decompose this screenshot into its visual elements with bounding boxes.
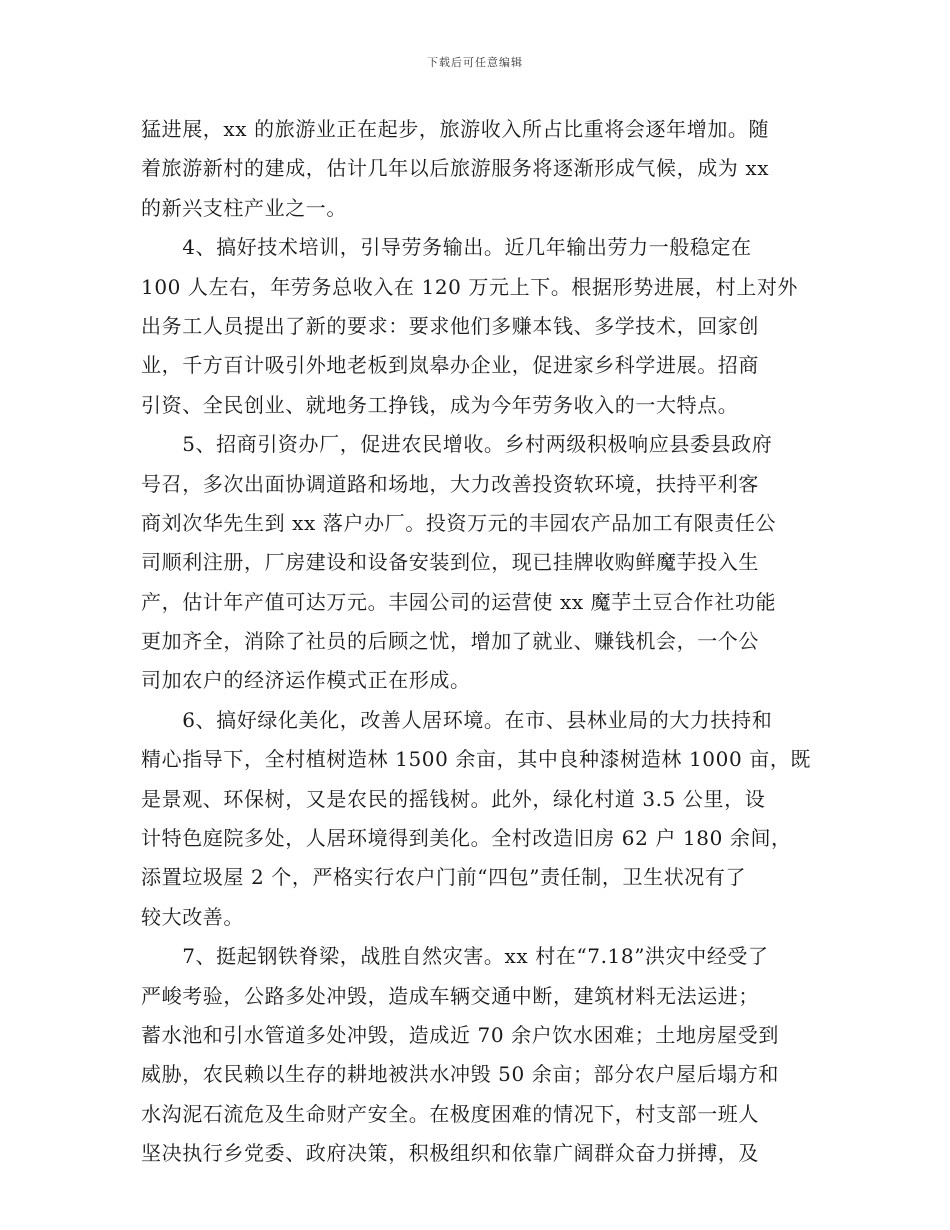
text-line: 蓄水池和引水管道多处冲毁，造成近 70 余户饮水困难；土地房屋受到 [141,1022,779,1047]
text-line: 更加齐全，消除了社员的后顾之忧，增加了就业、赚钱机会，一个公 [141,629,759,654]
text-line: 4、搞好技术培训，引导劳务输出。近几年输出劳力一般稳定在 [141,235,752,260]
text-line: 号召，多次出面协调道路和场地，大力改善投资软环境，扶持平利客 [141,471,759,496]
text-line: 精心指导下，全村植树造林 1500 余亩，其中良种漆树造林 1000 亩，既 [141,747,812,772]
text-line: 计特色庭院多处，人居环境得到美化。全村改造旧房 62 户 180 余间， [141,826,792,851]
text-line: 6、搞好绿化美化，改善人居环境。在市、县林业局的大力扶持和 [141,707,773,732]
text-line: 着旅游新村的建成，估计几年以后旅游服务将逐渐形成气候，成为 xx [141,156,770,181]
text-line: 猛进展，xx 的旅游业正在起步，旅游收入所占比重将会逐年增加。随 [141,117,770,141]
text-line: 产，估计年产值可达万元。丰园公司的运营使 xx 魔芋土豆合作社功能 [141,589,777,614]
text-line: 坚决执行乡党委、政府决策，积极组织和依靠广阔群众奋力拼搏，及 [141,1141,759,1166]
text-line: 威胁，农民赖以生存的耕地被洪水冲毁 50 余亩；部分农户屋后塌方和 [141,1062,779,1087]
text-line: 5、招商引资办厂，促进农民增收。乡村两级积极响应县委县政府 [141,432,773,457]
text-line: 业，千方百计吸引外地老板到岚皋办企业，促进家乡科学进展。招商 [141,353,759,378]
text-line: 水沟泥石流危及生命财产安全。在极度困难的情况下，村支部一班人 [141,1101,759,1126]
text-line: 引资、全民创业、就地务工挣钱，成为今年劳务收入的一大特点。 [141,392,739,417]
text-line: 商刘次华先生到 xx 落户办厂。投资万元的丰园农产品加工有限责任公 [141,510,777,535]
text-line: 司加农户的经济运作模式正在形成。 [141,668,471,693]
text-line: 较大改善。 [141,904,244,929]
text-line: 添置垃圾屋 2 个，严格实行农户门前“四包”责任制，卫生状况有了 [141,865,747,890]
page-header: 下载后可任意编辑 [427,56,523,69]
document-body [141,110,812,1174]
text-line: 是景观、环保树，又是农民的摇钱树。此外，绿化村道 3.5 公里，设 [141,786,766,811]
text-line: 100 人左右，年劳务总收入在 120 万元上下。根据形势进展，村上对外 [141,274,799,299]
text-line: 司顺利注册，厂房建设和设备安装到位，现已挂牌收购鲜魔芋投入生 [141,550,759,575]
text-line: 的新兴支柱产业之一。 [141,195,347,220]
text-line: 出务工人员提出了新的要求：要求他们多赚本钱、多学技术，回家创 [141,313,759,338]
text-line: 7、挺起钢铁脊梁，战胜自然灾害。xx 村在“7.18”洪灾中经受了 [141,944,769,969]
text-line: 严峻考验，公路多处冲毁，造成车辆交通中断，建筑材料无法运进； [141,983,759,1008]
